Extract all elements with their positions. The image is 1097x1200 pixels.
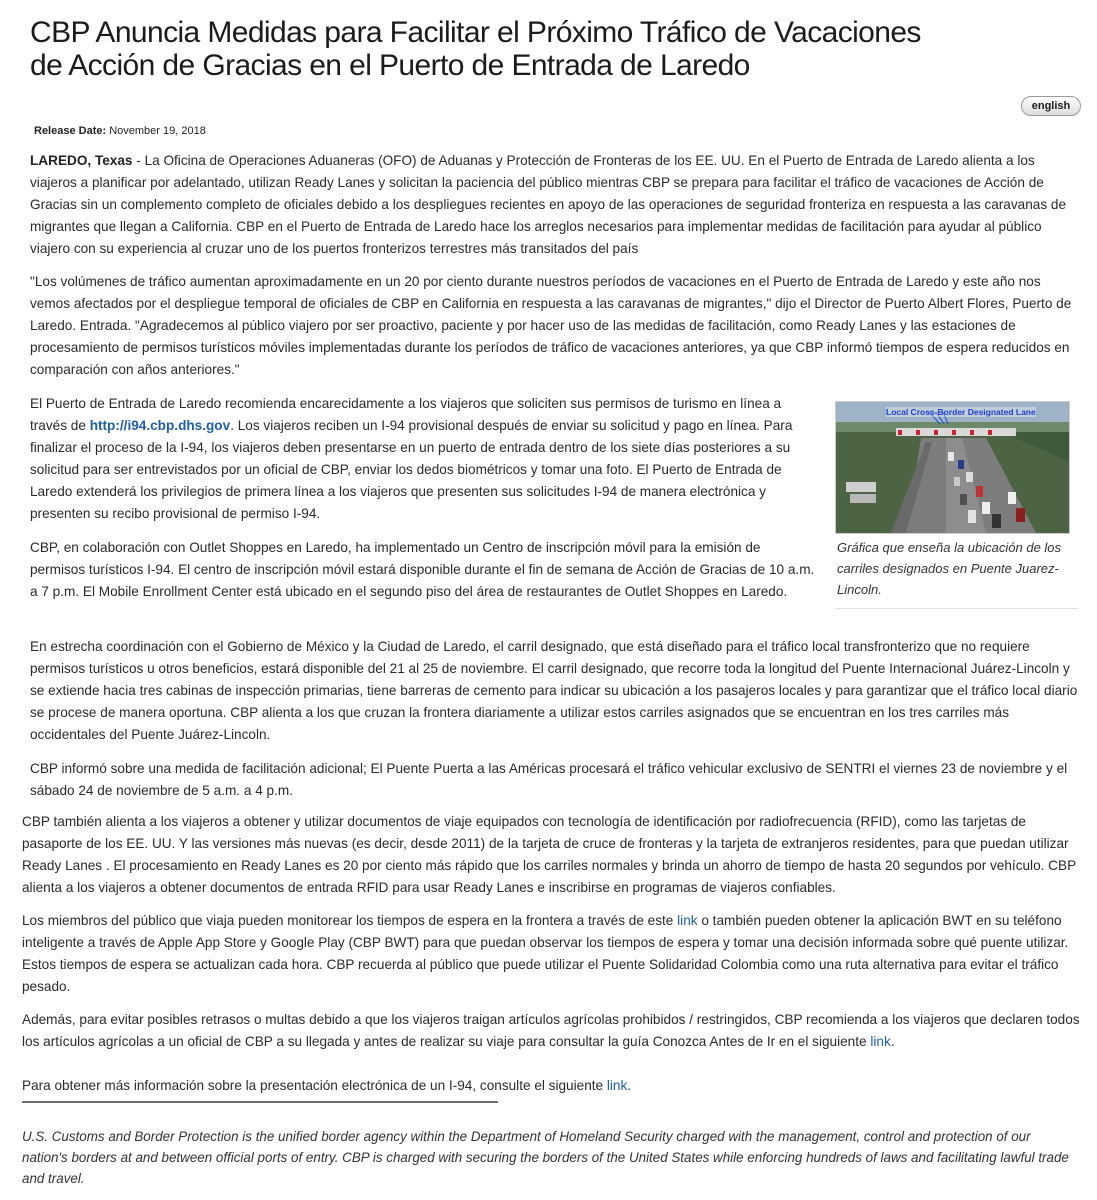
photo-label: Local Cross-Border Designated Lane — [886, 407, 1036, 417]
dateline: LAREDO, Texas — [30, 153, 133, 168]
page-title: CBP Anuncia Medidas para Facilitar el Próximo Tráfico de Vacaciones de Acción de Gracias en el Puerto de Entrada de Laredo — [30, 16, 921, 82]
paragraph-sentri: CBP informó sobre una medida de facilitación adicional; El Puente Puerta a las Américas procesará el tráfico vehicular exclusivo de SENTRI el viernes 23 de noviembre y el sábado 24 de noviembre de 5 a.m. a 4 p.m. — [30, 761, 1068, 798]
footer-divider — [22, 1101, 498, 1103]
figure-divider — [835, 608, 1078, 609]
paragraph-quote: "Los volúmenes de tráfico aumentan aproximadamente en un 20 por ciento durante nuestros períodos de vacaciones en el Puerto de Entrada de Laredo y este año nos vemos afectados por el despliegue temporal de oficiales de CBP en California en respuesta a las caravanas de migrantes," dijo el Director de Puerto Albert Flores, Puerto de Laredo. Entrada. "Agradecemos al público viajero por ser proactivo, paciente y por hacer uso de las medidas de facilitación, como Ready Lanes y las estaciones de procesamiento de permisos turísticos móviles implementadas durante los períodos de tráfico de vacaciones anteriores, ya que CBP informó tiempos de espera reducidos en comparación con años anteriores." — [30, 274, 1072, 377]
i94-website-link[interactable]: http://i94.cbp.dhs.gov — [89, 418, 231, 433]
paragraph-designated-lane: En estrecha coordinación con el Gobierno de México y la Ciudad de Laredo, el carril designado, que está diseñado para el tráfico local transfronterizo que no requiere permisos turísticos u otros beneficios, estará disponible del 21 al 25 de noviembre. El carril designado, que recorre toda la longitud del Puente Internacional Juárez-Lincoln y se extiende hacia tres cabinas de inspección primarias, tiene barreras de cemento para indicar su ubicación a los pasajeros locales y para garantizar que el tráfico local diario se procese de manera oportuna. CBP alienta a los que cruzan la frontera diariamente a utilizar estos carriles asignados que se encuentran en los tres carriles más occidentales del Puente Juárez-Lincoln. — [30, 639, 1078, 742]
release-date-label: Release Date: — [34, 125, 107, 137]
release-date-value: November 19, 2018 — [109, 125, 206, 137]
release-date — [34, 125, 206, 137]
wait-times-link[interactable]: link — [677, 913, 698, 928]
intro-text: - La Oficina de Operaciones Aduaneras (OFO) de Aduanas y Protección de Fronteras de los EE. UU. En el Puerto de Entrada de Laredo alienta a los viajeros a planificar por adelantado, utilizan Ready Lanes y solicitan la paciencia del público mientras CBP se prepara para facilitar el tráfico de vacaciones de Acción de Gracias sin un complemento completo de oficiales debido a los despliegues recientes en apoyo de las operaciones de seguridad fronteriza en respuesta a las caravanas de migrantes que llegan a California. CBP en el Puerto de Entrada de Laredo hace los arreglos necesarios para implementar medidas de facilitación para ayudar al público viajero con su experiencia al cruzar uno de los puertos fronterizos terrestres más transitados del país — [30, 153, 1067, 256]
know-before-you-go-link[interactable]: link — [870, 1034, 891, 1049]
lane-figure — [835, 401, 1078, 609]
i94-info-text-after: . — [627, 1078, 632, 1093]
paragraph-wait-times — [22, 910, 1082, 998]
paragraph-i94-info — [22, 1075, 1082, 1097]
i94-info-text-before: Para obtener más información sobre la presentación electrónica de un I-94, consulte el siguiente — [22, 1078, 607, 1093]
paragraph-mobile-enrollment: CBP, en colaboración con Outlet Shoppes en Laredo, ha implementado un Centro de inscripción móvil para la emisión de permisos turísticos I-94. El centro de inscripción móvil estará disponible durante el fin de semana de Acción de Gracias de 10 a.m. a 7 p.m. El Mobile Enrollment Center está ubicado en el segundo piso del área de restaurantes de Outlet Shoppes en Laredo. — [30, 540, 815, 599]
figure-caption: Gráfica que enseña la ubicación de los carriles designados en Puente Juarez-Lincoln. — [837, 540, 1062, 597]
agriculture-text-after: . — [890, 1034, 895, 1049]
i94-text-after: . Los viajeros reciben un I-94 provisional después de enviar su solicitud y pago en línea. Para finalizar el proceso de la I-94, los viajeros deben presentarse en un puerto de entrada dentro de los siete días posteriores a su solicitud para ser entrevistados por un oficial de CBP, enviar los dedos biométricos y tomar una foto. El Puerto de Entrada de Laredo extenderá los privilegios de primera línea a los viajeros que presenten sus solicitudes I-94 de manera electrónica y presenten su recibo provisional de permiso I-94. — [30, 418, 793, 521]
wait-times-text-after: o también pueden obtener la aplicación BWT en su teléfono inteligente a través de Apple App Store y Google Play (CBP BWT) para que puedan observar los tiempos de espera y tomar una decisión informada sobre qué puente utilizar. Estos tiempos de espera se actualizan cada hora. CBP recuerda al público que puede utilizar el Puente Solidaridad Colombia como una ruta alternativa para evitar el tráfico pesado. — [22, 913, 1069, 994]
paragraph-intro — [30, 150, 1082, 260]
agriculture-text-before: Además, para evitar posibles retrasos o multas debido a que los viajeros traigan artículos agrícolas prohibidos / restringidos, CBP recomienda a los viajeros que declaren todos los artículos agrícolas a un oficial de CBP a su llegada y antes de realizar su viaje para consultar la guía Conozca Antes de Ir en el siguiente — [22, 1012, 1080, 1049]
agency-boilerplate: U.S. Customs and Border Protection is the unified border agency within the Department of Homeland Security charged with the management, control and protection of our nation's borders at and between official ports of entry. CBP is charged with securing the borders of the United States while enforcing hundreds of laws and facilitating lawful trade and travel. — [22, 1129, 1069, 1186]
paragraph-rfid: CBP también alienta a los viajeros a obtener y utilizar documentos de viaje equipados con tecnología de identificación por radiofrecuencia (RFID), como las tarjetas de pasaporte de los EE. UU. Y las versiones más nuevas (es decir, desde 2011) de la tarjeta de cruce de fronteras y la tarjeta de extranjeros residentes, para que puedan utilizar Ready Lanes . El procesamiento en Ready Lanes es 20 por ciento más rápido que los carriles normales y brinda un ahorro de tiempo de hasta 20 segundos por vehículo. CBP alienta a los viajeros a obtener documentos de entrada RFID para usar Ready Lanes e inscribirse en programas de viajeros confiables. — [22, 814, 1076, 895]
i94-text-before: El Puerto de Entrada de Laredo recomienda encarecidamente a los viajeros que soliciten sus permisos de turismo en línea a través de — [30, 396, 782, 433]
i94-info-link[interactable]: link — [606, 1078, 628, 1093]
english-language-button[interactable]: english — [1021, 96, 1081, 116]
paragraph-i94-online — [30, 393, 818, 525]
wait-times-text-before: Los miembros del público que viaja pueden monitorear los tiempos de espera en la frontera a través de este — [22, 913, 678, 928]
bridge-lane-photo — [835, 401, 1070, 534]
paragraph-agriculture — [22, 1009, 1082, 1053]
